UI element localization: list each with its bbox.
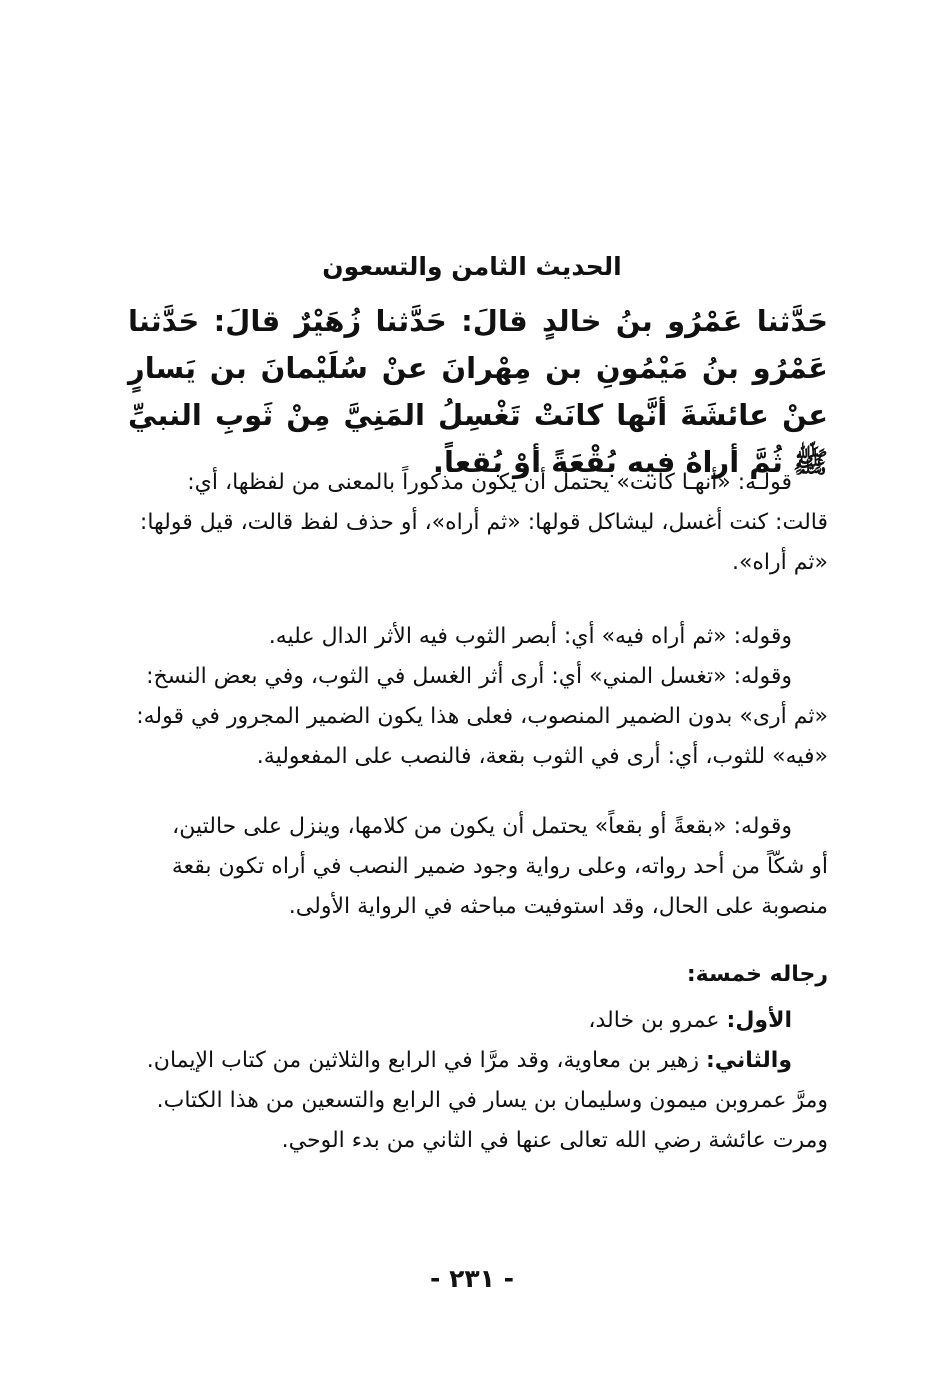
commentary-line: «ثم أراه». bbox=[731, 550, 828, 575]
commentary-line: «فيه» للثوب، أي: أرى في الثوب بقعة، فالنصب على المفعولية. bbox=[256, 744, 828, 769]
commentary-paragraph-1 bbox=[128, 463, 828, 583]
narrator-line: ومرت عائشة رضي الله تعالى عنها في الثاني من بدء الوحي. bbox=[281, 1128, 828, 1153]
narrator-line: ومرَّ عمروبن ميمون وسليمان بن يسار في الرابع والتسعين من هذا الكتاب. bbox=[156, 1088, 828, 1113]
narrator-second bbox=[128, 1041, 828, 1081]
commentary-line: وقوله: «تغسل المني» أي: أرى أثر الغسل في الثوب، وفي بعض النسخ: bbox=[146, 664, 792, 689]
commentary-line: أو شكّاً من أحد رواته، وعلى رواية وجود ضمير النصب في أراه تكون بقعة bbox=[171, 854, 828, 879]
narrators-section bbox=[128, 955, 828, 1161]
commentary-line: منصوبة على الحال، وقد استوفيت مباحثه في الرواية الأولى. bbox=[288, 894, 828, 919]
narrator-first-label: الأول: bbox=[726, 1008, 792, 1033]
commentary-line: قولـه: «أنهـا كانت» يحتمل أن يكون مذكوراً بالمعنى من لفظها، أي: bbox=[187, 470, 792, 495]
commentary-paragraph-2 bbox=[128, 617, 828, 777]
narrators-heading: رجاله خمسة: bbox=[686, 962, 828, 987]
commentary-line: وقوله: «ثم أراه فيه» أي: أبصر الثوب فيه الأثر الدال عليه. bbox=[268, 624, 792, 649]
hadith-title: الحديث الثامن والتسعون bbox=[322, 252, 622, 281]
commentary-paragraph-3 bbox=[128, 807, 828, 927]
commentary-line: «ثم أرى» بدون الضمير المنصوب، فعلى هذا يكون الضمير المجرور في قوله: bbox=[136, 704, 828, 729]
narrator-second-label: والثاني: bbox=[705, 1048, 792, 1073]
commentary-line: قالت: كنت أغسل، ليشاكل قولها: «ثم أراه»، أو حذف لفظ قالت، قيل قولها: bbox=[139, 510, 828, 535]
page-number: - ٢٣١ - bbox=[430, 1264, 514, 1293]
narrator-first bbox=[128, 1001, 828, 1041]
narrator-first-text: عمرو بن خالد، bbox=[588, 1008, 727, 1033]
hadith-text: حَدَّثنا عَمْرُو بنُ خالدٍ قالَ: حَدَّثنا زُهَيْرٌ قالَ: حَدَّثنا عَمْرُو بنُ مَيْمُونِ بن مِهْرانَ عنْ سُلَيْمانَ بن يَسارٍ عنْ عائشَةَ أنَّها كانَتْ تَغْسِلُ المَنِيَّ مِنْ ثَوبِ النبيِّ ﷺ ثُمَّ أراهُ فيه بُقْعَةً أوْ بُقعاً. bbox=[128, 304, 828, 479]
commentary-line: وقوله: «بقعةً أو بقعاً» يحتمل أن يكون من كلامها، وينزل على حالتين، bbox=[172, 814, 792, 839]
narrator-second-text: زهير بن معاوية، وقد مرَّا في الرابع والثلاثين من كتاب الإيمان. bbox=[146, 1048, 706, 1073]
